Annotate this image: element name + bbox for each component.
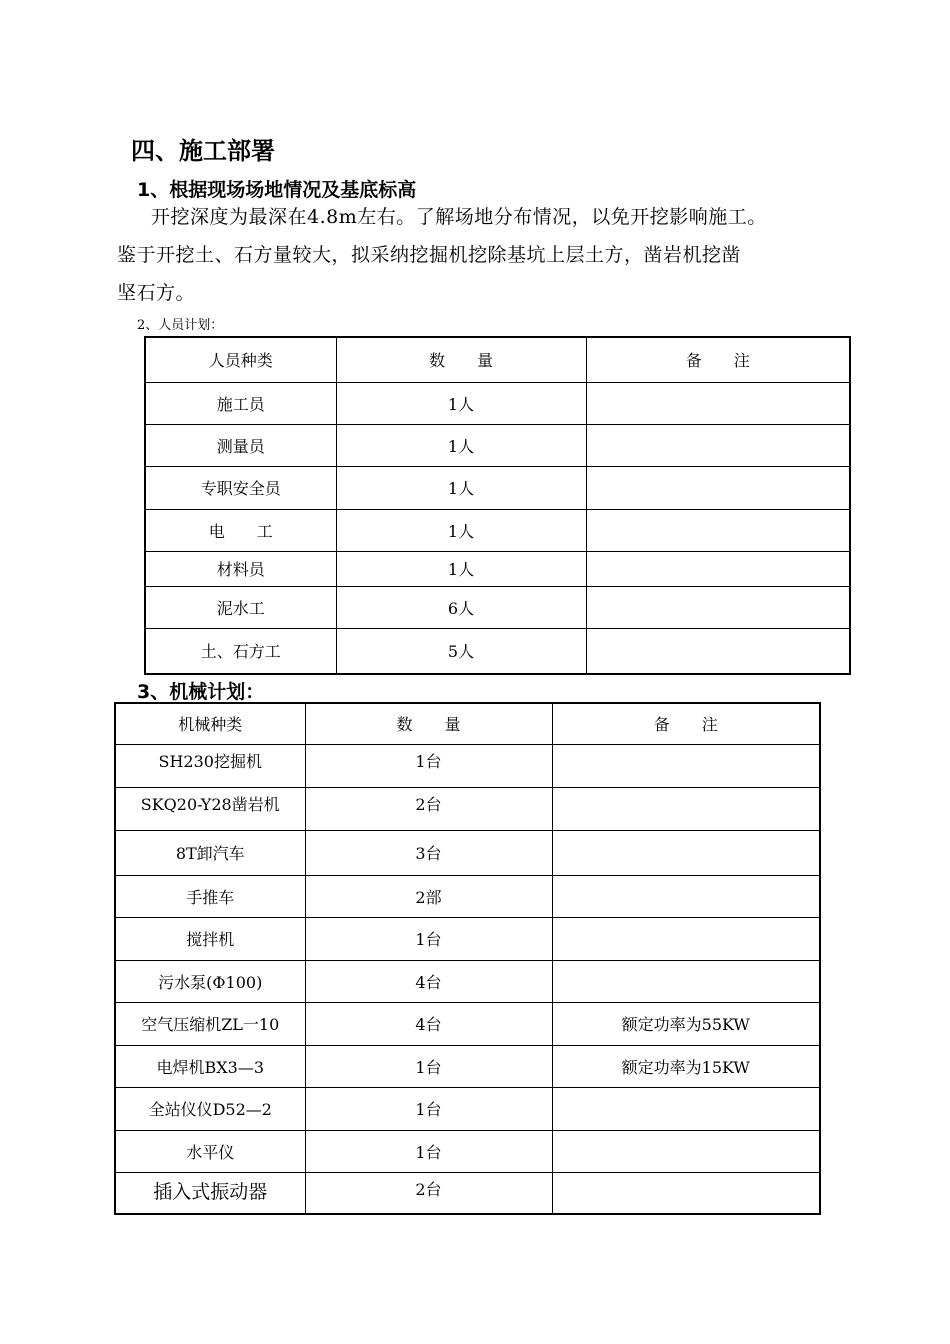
personnel-note: [586, 424, 850, 466]
machine-type: 电焊机BX3—3: [115, 1045, 305, 1087]
personnel-type: 材料员: [145, 551, 336, 586]
personnel-note: [586, 551, 850, 586]
personnel-type: 电 工: [145, 509, 336, 551]
table-row: [145, 382, 850, 424]
machine-note: [552, 875, 820, 917]
personnel-count: 1人: [336, 382, 586, 424]
table-row: [115, 1002, 820, 1045]
personnel-note: [586, 509, 850, 551]
machine-count: 4台: [305, 960, 552, 1002]
personnel-count: 1人: [336, 551, 586, 586]
machine-count: 2部: [305, 875, 552, 917]
personnel-count: 6人: [336, 586, 586, 628]
table-row: [115, 875, 820, 917]
machine-count: 1台: [305, 1045, 552, 1087]
machine-note: [552, 1087, 820, 1130]
machine-note: 额定功率为55KW: [552, 1002, 820, 1045]
machine-type: 手推车: [115, 875, 305, 917]
table-row: [145, 424, 850, 466]
machine-type: 全站仪仪D52—2: [115, 1087, 305, 1130]
paragraph-line-1: 开挖深度为最深在4.8m左右。了解场地分布情况，以免开挖影响施工。: [151, 206, 767, 228]
personnel-type: 专职安全员: [145, 466, 336, 509]
machine-note: [552, 744, 820, 787]
table-row: [145, 628, 850, 674]
personnel-note: [586, 586, 850, 628]
machine-note: [552, 960, 820, 1002]
personnel-type: 施工员: [145, 382, 336, 424]
machine-note: [552, 1172, 820, 1214]
table-row: [115, 1130, 820, 1172]
personnel-type: 土、石方工: [145, 628, 336, 674]
machine-type: 插入式振动器: [115, 1172, 305, 1214]
personnel-note: [586, 628, 850, 674]
personnel-count: 1人: [336, 509, 586, 551]
machinery-header-row: [115, 703, 820, 744]
machine-count: 1台: [305, 744, 552, 787]
table-row: [115, 1172, 820, 1214]
table-row: [145, 466, 850, 509]
personnel-header-row: [145, 337, 850, 382]
personnel-count: 1人: [336, 466, 586, 509]
personnel-count: 5人: [336, 628, 586, 674]
personnel-type: 测量员: [145, 424, 336, 466]
machine-type: 水平仪: [115, 1130, 305, 1172]
table-row: [115, 1045, 820, 1087]
table-row: [115, 1087, 820, 1130]
personnel-type: 泥水工: [145, 586, 336, 628]
machinery-table: [114, 702, 821, 1215]
machine-note: [552, 787, 820, 830]
machine-note: [552, 830, 820, 875]
section3-title: 3、机械计划：: [137, 681, 265, 703]
section1-title: 1、根据现场场地情况及基底标高: [137, 179, 417, 201]
machine-count: 1台: [305, 1087, 552, 1130]
machine-note: [552, 917, 820, 960]
machine-count: 1台: [305, 1130, 552, 1172]
machine-type: SKQ20-Y28凿岩机: [115, 787, 305, 830]
machine-count: 1台: [305, 917, 552, 960]
section2-title: 2、人员计划：: [137, 318, 224, 333]
header-cell: 机械种类: [115, 703, 305, 744]
table-row: [115, 960, 820, 1002]
table-row: [115, 744, 820, 787]
personnel-note: [586, 466, 850, 509]
header-cell: 备 注: [586, 337, 850, 382]
section1-paragraph: [117, 198, 877, 312]
table-row: [115, 787, 820, 830]
machine-count: 3台: [305, 830, 552, 875]
machine-count: 2台: [305, 787, 552, 830]
table-row: [145, 509, 850, 551]
header-cell: 数 量: [305, 703, 552, 744]
machine-count: 2台: [305, 1172, 552, 1214]
machine-type: SH230挖掘机: [115, 744, 305, 787]
table-row: [145, 586, 850, 628]
header-cell: 备 注: [552, 703, 820, 744]
paragraph-line-2: 鉴于开挖土、石方量较大，拟采纳挖掘机挖除基坑上层土方，凿岩机挖凿: [117, 244, 742, 266]
table-row: [115, 830, 820, 875]
machine-count: 4台: [305, 1002, 552, 1045]
personnel-table: [144, 336, 851, 675]
personnel-count: 1人: [336, 424, 586, 466]
personnel-note: [586, 382, 850, 424]
header-cell: 人员种类: [145, 337, 336, 382]
table-row: [115, 917, 820, 960]
machine-type: 8T卸汽车: [115, 830, 305, 875]
page-heading: 四、施工部署: [131, 137, 275, 165]
table-row: [145, 551, 850, 586]
machine-type: 搅拌机: [115, 917, 305, 960]
paragraph-line-3: 坚石方。: [117, 282, 196, 304]
machine-note: 额定功率为15KW: [552, 1045, 820, 1087]
header-cell: 数 量: [336, 337, 586, 382]
machine-note: [552, 1130, 820, 1172]
machine-type: 空气压缩机ZL一10: [115, 1002, 305, 1045]
machine-type: 污水泵(Φ100): [115, 960, 305, 1002]
